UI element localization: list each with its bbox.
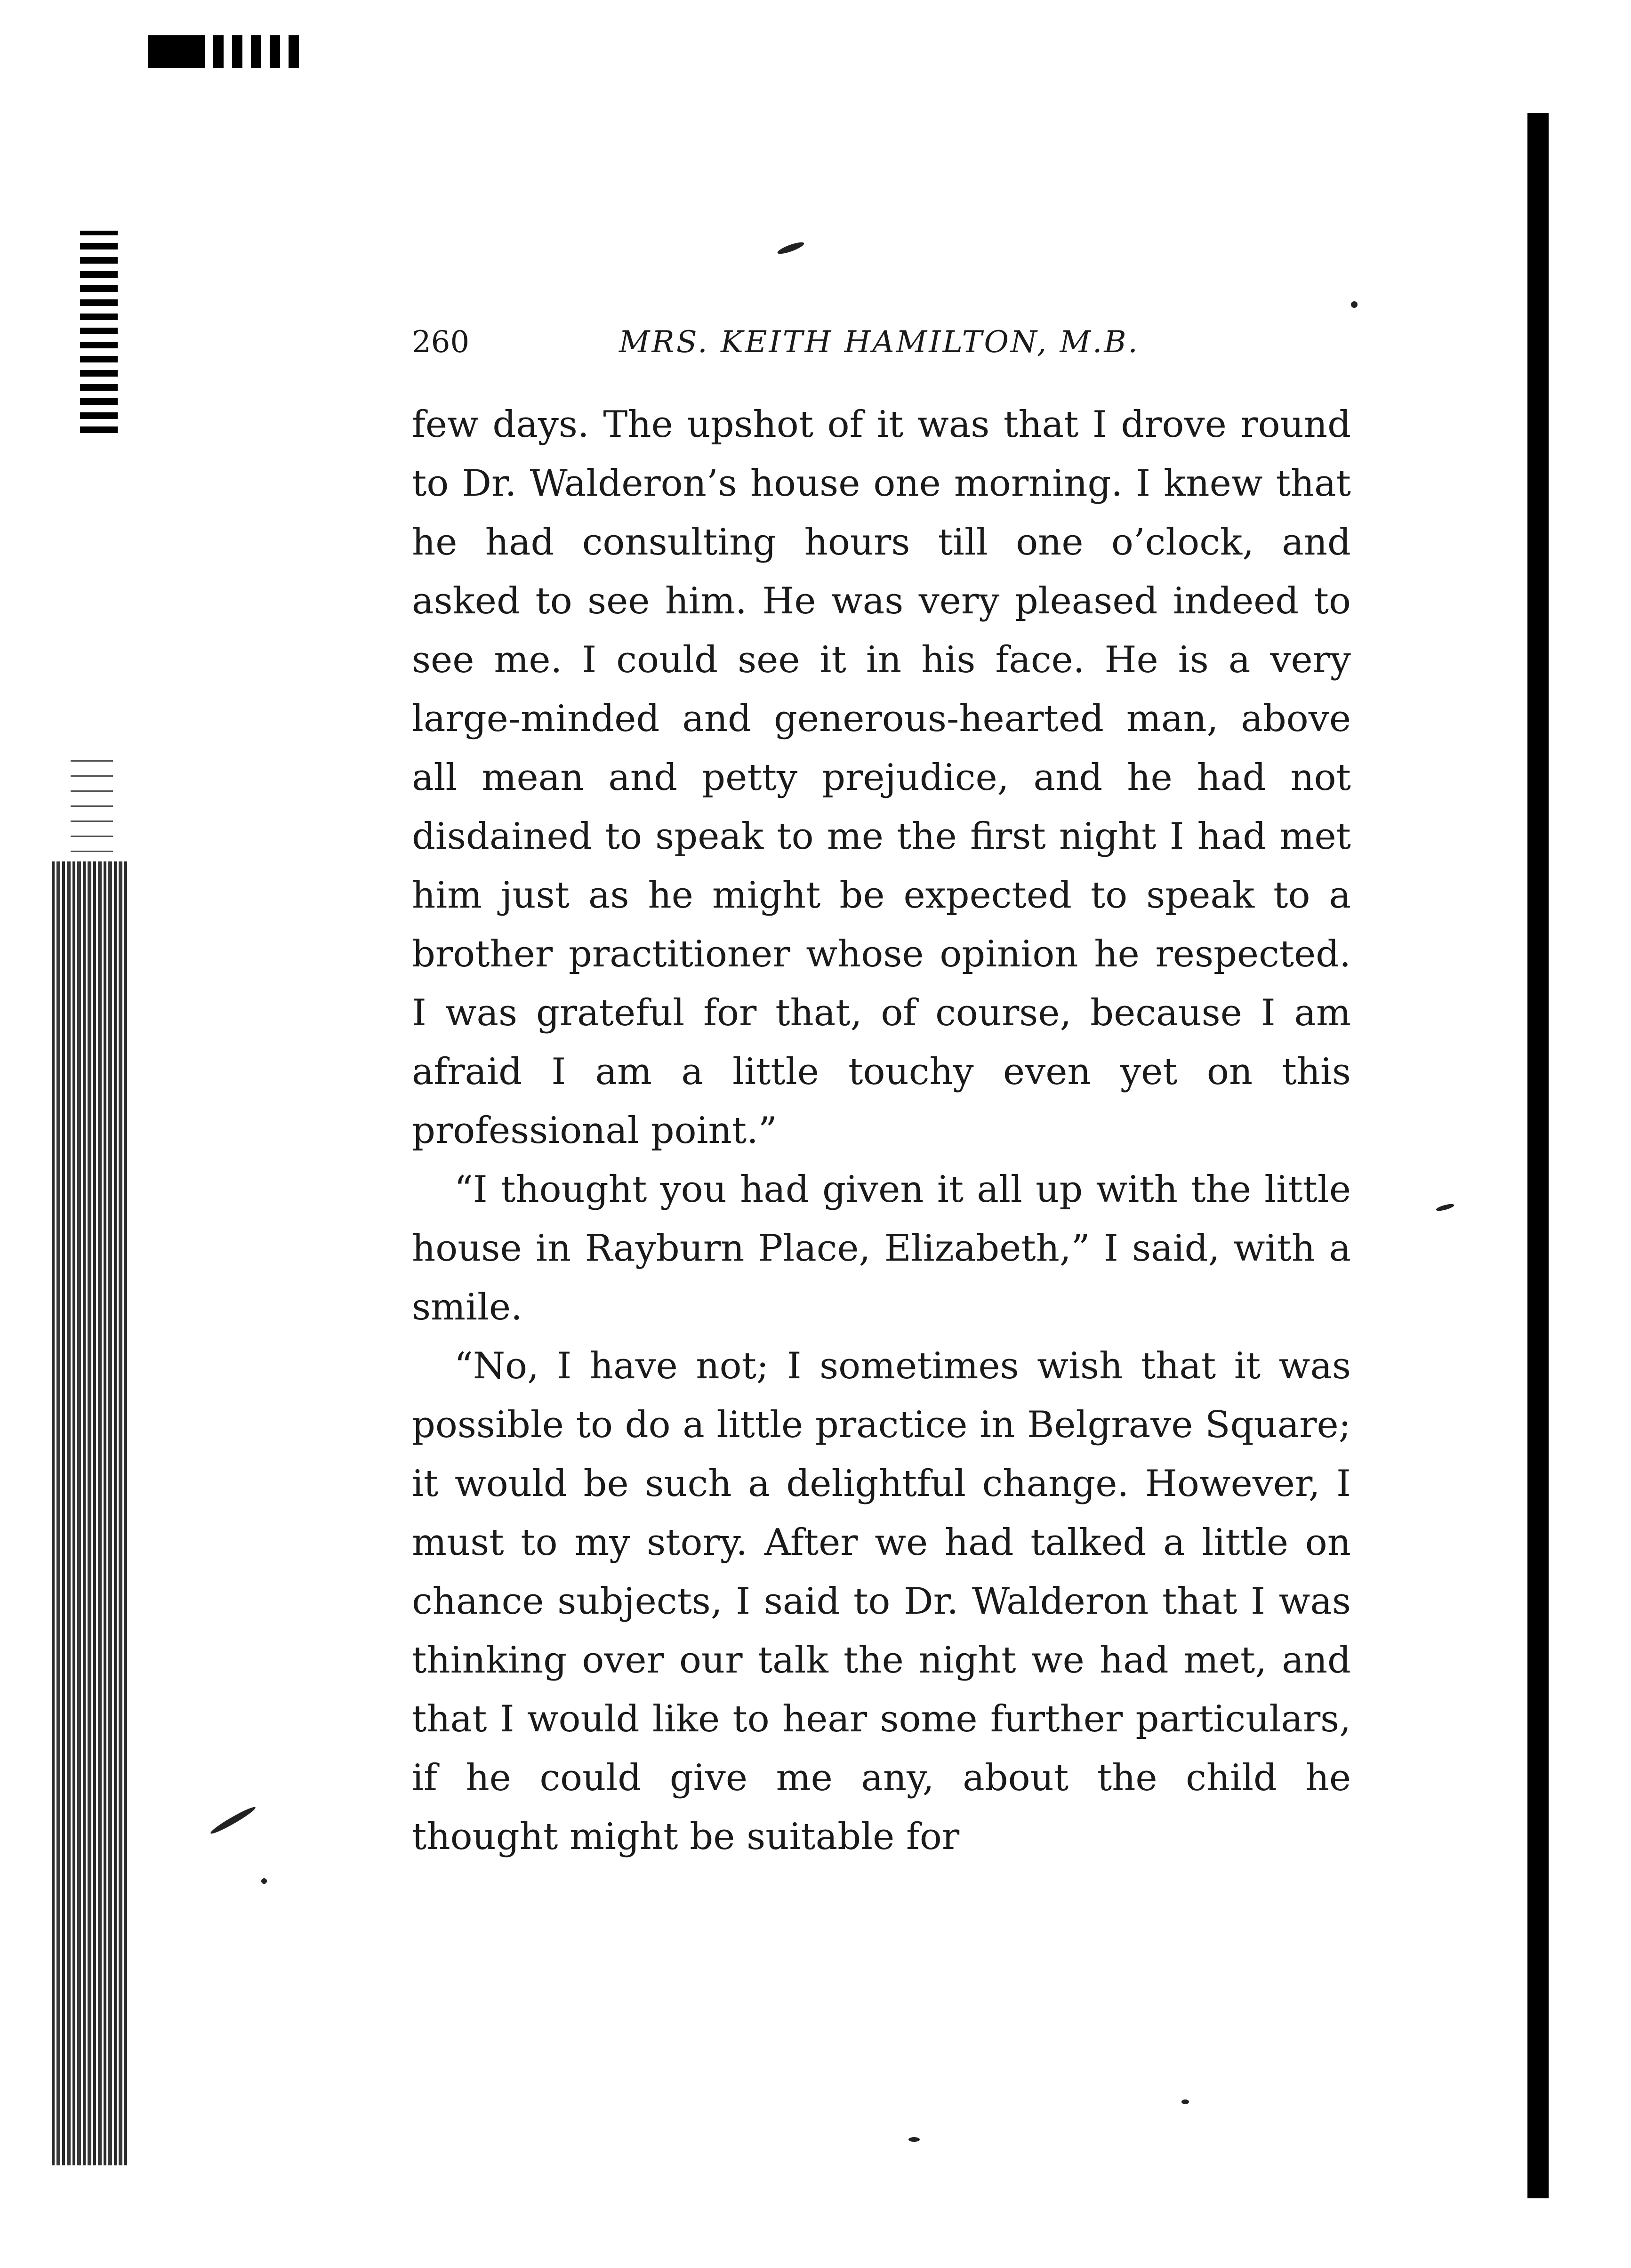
scan-speck: [209, 1804, 257, 1836]
scan-speck: [1351, 301, 1358, 308]
scan-edge-upper: [80, 231, 118, 433]
body-text: [412, 395, 1351, 1866]
page-header: [412, 315, 1165, 367]
paragraph: “No, I have not; I sometimes wish that it was possible to do a little practice in Belgrave Square; it would be such a delightful change. However, I must to my story. After we had talked a little on chance subjects, I said to Dr. Walderon that I was thinking over our talk the night we had met, and that I would like to hear some further particulars, if he could give me any, about the child he thought might be suitable for: [412, 1345, 1351, 1858]
scan-edge-lower: [52, 861, 127, 2165]
scan-speck: [261, 1878, 267, 1884]
paragraph: “I thought you had given it all up with the little house in Rayburn Place, Elizabeth,” I said, with a smile.: [412, 1168, 1351, 1328]
paragraph: few days. The upshot of it was that I drove round to Dr. Walderon’s house one morning. I knew that he had consulting hours till one o’clock, and asked to see him. He was very pleased indeed to see me. I could see it in his face. He is a very large-minded and generous-hearted man, above all mean and petty prejudice, and he had not disdained to speak to me the first night I had met him just as he might be expected to speak to a brother practitioner whose opinion he respected. I was grateful for that, of course, because I am afraid I am a little touchy even yet on this professional point.”: [412, 403, 1351, 1152]
scan-speck: [1435, 1203, 1454, 1212]
scan-speck: [776, 240, 805, 256]
scan-edge-right: [1527, 113, 1549, 2198]
running-title: MRS. KEITH HAMILTON, M.B.: [619, 325, 1140, 360]
scan-speck: [908, 2137, 920, 2142]
page-number: 260: [412, 325, 470, 360]
scan-mark-top: [148, 35, 318, 68]
scan-edge-middle: [71, 748, 113, 852]
scan-speck: [1181, 2099, 1189, 2104]
